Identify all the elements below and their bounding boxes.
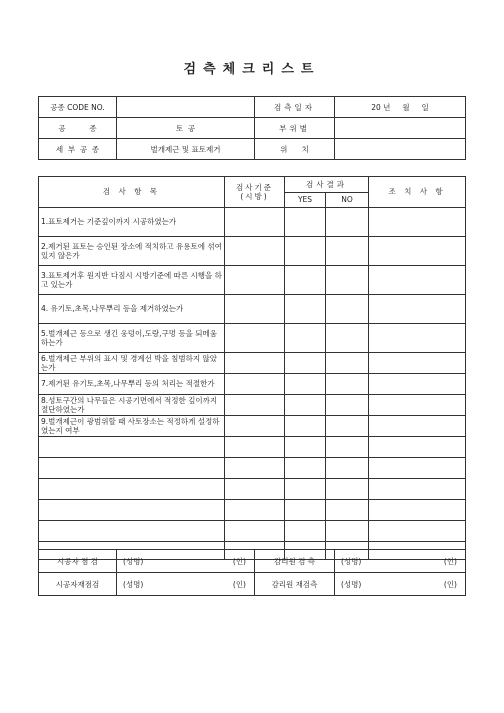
signature-field[interactable] xyxy=(335,573,466,596)
checklist-item xyxy=(39,479,225,500)
signature-table xyxy=(38,549,466,596)
checklist-row xyxy=(39,395,466,416)
yes-cell[interactable] xyxy=(285,374,326,395)
action-cell[interactable] xyxy=(369,295,466,324)
header-label: 검측일자 xyxy=(255,97,335,118)
action-cell[interactable] xyxy=(369,395,466,416)
checklist-item: 4. 유기토,초목,나무뿌리 등을 제거하였는가 xyxy=(39,295,225,324)
action-cell[interactable] xyxy=(369,437,466,458)
yes-cell[interactable] xyxy=(285,479,326,500)
checklist-table xyxy=(38,176,466,560)
col-standard-header: 검사기준 (시방) xyxy=(225,177,285,208)
signature-row xyxy=(39,550,466,573)
yes-cell[interactable] xyxy=(285,295,326,324)
standard-cell[interactable] xyxy=(225,324,285,353)
col-item-header: 검 사 항 목 xyxy=(39,177,225,208)
checklist-row xyxy=(39,266,466,295)
header-value[interactable]: 20 년 월 일 xyxy=(335,97,466,118)
no-cell[interactable] xyxy=(326,295,369,324)
checklist-item: 2.제거된 표토는 승인된 장소에 적치하고 유용토에 섞여 있지 않은가 xyxy=(39,237,225,266)
no-cell[interactable] xyxy=(326,266,369,295)
header-value[interactable] xyxy=(335,139,466,160)
checklist-row xyxy=(39,295,466,324)
header-value[interactable] xyxy=(117,97,255,118)
checklist-item: 3.표토제거후 원지반 다짐시 시방기준에 따른 시행을 하고 있는가 xyxy=(39,266,225,295)
signature-field[interactable] xyxy=(117,573,255,596)
action-cell[interactable] xyxy=(369,324,466,353)
action-cell[interactable] xyxy=(369,521,466,542)
name-field[interactable]: (성명) xyxy=(341,579,362,589)
yes-cell[interactable] xyxy=(285,416,326,437)
seal-field[interactable]: (인) xyxy=(232,579,246,589)
yes-cell[interactable] xyxy=(285,437,326,458)
yes-cell[interactable] xyxy=(285,324,326,353)
standard-cell[interactable] xyxy=(225,237,285,266)
seal-field[interactable]: (인) xyxy=(443,579,457,589)
checklist-header-row xyxy=(39,177,466,193)
yes-cell[interactable] xyxy=(285,395,326,416)
checklist-item: 8.성토구간의 나무들은 시공기면에서 적정한 깊이까지 절단하였는가 xyxy=(39,395,225,416)
no-cell[interactable] xyxy=(326,324,369,353)
header-label: 세 부 공 종 xyxy=(39,139,117,160)
standard-cell[interactable] xyxy=(225,295,285,324)
standard-cell[interactable] xyxy=(225,266,285,295)
action-cell[interactable] xyxy=(369,458,466,479)
page-title: 검측체크리스트 xyxy=(183,62,321,77)
yes-cell[interactable] xyxy=(285,208,326,237)
header-row xyxy=(39,139,466,160)
header-value[interactable] xyxy=(335,118,466,139)
standard-cell[interactable] xyxy=(225,437,285,458)
checklist-item xyxy=(39,458,225,479)
action-cell[interactable] xyxy=(369,353,466,374)
col-action-header: 조 치 사 항 xyxy=(369,177,466,208)
seal-field[interactable]: (인) xyxy=(443,556,457,566)
header-label: 공종 CODE NO. xyxy=(39,97,117,118)
no-cell[interactable] xyxy=(326,500,369,521)
yes-cell[interactable] xyxy=(285,500,326,521)
checklist-item xyxy=(39,437,225,458)
checklist-item xyxy=(39,521,225,542)
signature-label: 감리원 재검측 xyxy=(255,573,335,596)
standard-cell[interactable] xyxy=(225,374,285,395)
checklist-item: 5.벌개제근 등으로 생긴 웅덩이,도랑,구멍 등을 되메움 하는가 xyxy=(39,324,225,353)
checklist-row xyxy=(39,353,466,374)
checklist-row xyxy=(39,500,466,521)
no-cell[interactable] xyxy=(326,437,369,458)
header-label: 위 치 xyxy=(255,139,335,160)
checklist-row xyxy=(39,437,466,458)
no-cell[interactable] xyxy=(326,208,369,237)
standard-cell[interactable] xyxy=(225,395,285,416)
standard-cell[interactable] xyxy=(225,208,285,237)
header-value[interactable]: 벌개제근 및 표토제거 xyxy=(117,139,255,160)
no-cell[interactable] xyxy=(326,479,369,500)
yes-cell[interactable] xyxy=(285,521,326,542)
header-label: 공 종 xyxy=(39,118,117,139)
action-cell[interactable] xyxy=(369,237,466,266)
standard-cell[interactable] xyxy=(225,458,285,479)
checklist-item: 1.표토제거는 기준깊이까지 시공하였는가 xyxy=(39,208,225,237)
no-cell[interactable] xyxy=(326,374,369,395)
action-cell[interactable] xyxy=(369,416,466,437)
checklist-item: 9.벌개제근이 광범위할 때 사토장소는 적정하게 설정하였는지 여부 xyxy=(39,416,225,437)
col-yes-header: YES xyxy=(285,192,326,208)
action-cell[interactable] xyxy=(369,500,466,521)
header-value[interactable]: 토 공 xyxy=(117,118,255,139)
checklist-row xyxy=(39,324,466,353)
standard-cell[interactable] xyxy=(225,416,285,437)
signature-field[interactable] xyxy=(117,550,255,573)
yes-cell[interactable] xyxy=(285,266,326,295)
checklist-row xyxy=(39,416,466,437)
standard-cell[interactable] xyxy=(225,521,285,542)
action-cell[interactable] xyxy=(369,266,466,295)
yes-cell[interactable] xyxy=(285,353,326,374)
no-cell[interactable] xyxy=(326,458,369,479)
checklist-item: 7.제거된 유기토,초목,나무뿌리 등의 처리는 적절한가 xyxy=(39,374,225,395)
header-label: 부위별 xyxy=(255,118,335,139)
name-field[interactable]: (성명) xyxy=(123,579,144,589)
signature-label: 시공자 점 검 xyxy=(39,550,117,573)
seal-field[interactable]: (인) xyxy=(232,556,246,566)
signature-row xyxy=(39,573,466,596)
no-cell[interactable] xyxy=(326,395,369,416)
no-cell[interactable] xyxy=(326,521,369,542)
standard-cell[interactable] xyxy=(225,500,285,521)
no-cell[interactable] xyxy=(326,353,369,374)
action-cell[interactable] xyxy=(369,374,466,395)
yes-cell[interactable] xyxy=(285,458,326,479)
checklist-row xyxy=(39,208,466,237)
checklist-row xyxy=(39,458,466,479)
standard-cell[interactable] xyxy=(225,353,285,374)
header-row xyxy=(39,118,466,139)
action-cell[interactable] xyxy=(369,479,466,500)
checklist-row xyxy=(39,237,466,266)
checklist-item xyxy=(39,500,225,521)
signature-label: 시공자재점검 xyxy=(39,573,117,596)
checklist-row xyxy=(39,374,466,395)
no-cell[interactable] xyxy=(326,237,369,266)
action-cell[interactable] xyxy=(369,208,466,237)
header-table xyxy=(38,96,466,160)
col-no-header: NO xyxy=(326,192,369,208)
name-field[interactable]: (성명) xyxy=(341,556,362,566)
checklist-item: 6.벌개제근 부위의 표시 및 경계선 박을 침범하지 않았는가 xyxy=(39,353,225,374)
standard-cell[interactable] xyxy=(225,479,285,500)
signature-label: 감리원 검 측 xyxy=(255,550,335,573)
yes-cell[interactable] xyxy=(285,237,326,266)
header-row xyxy=(39,97,466,118)
name-field[interactable]: (성명) xyxy=(123,556,144,566)
checklist-row xyxy=(39,479,466,500)
checklist-row xyxy=(39,521,466,542)
signature-field[interactable] xyxy=(335,550,466,573)
col-result-header: 검사결과 xyxy=(285,177,369,193)
no-cell[interactable] xyxy=(326,416,369,437)
